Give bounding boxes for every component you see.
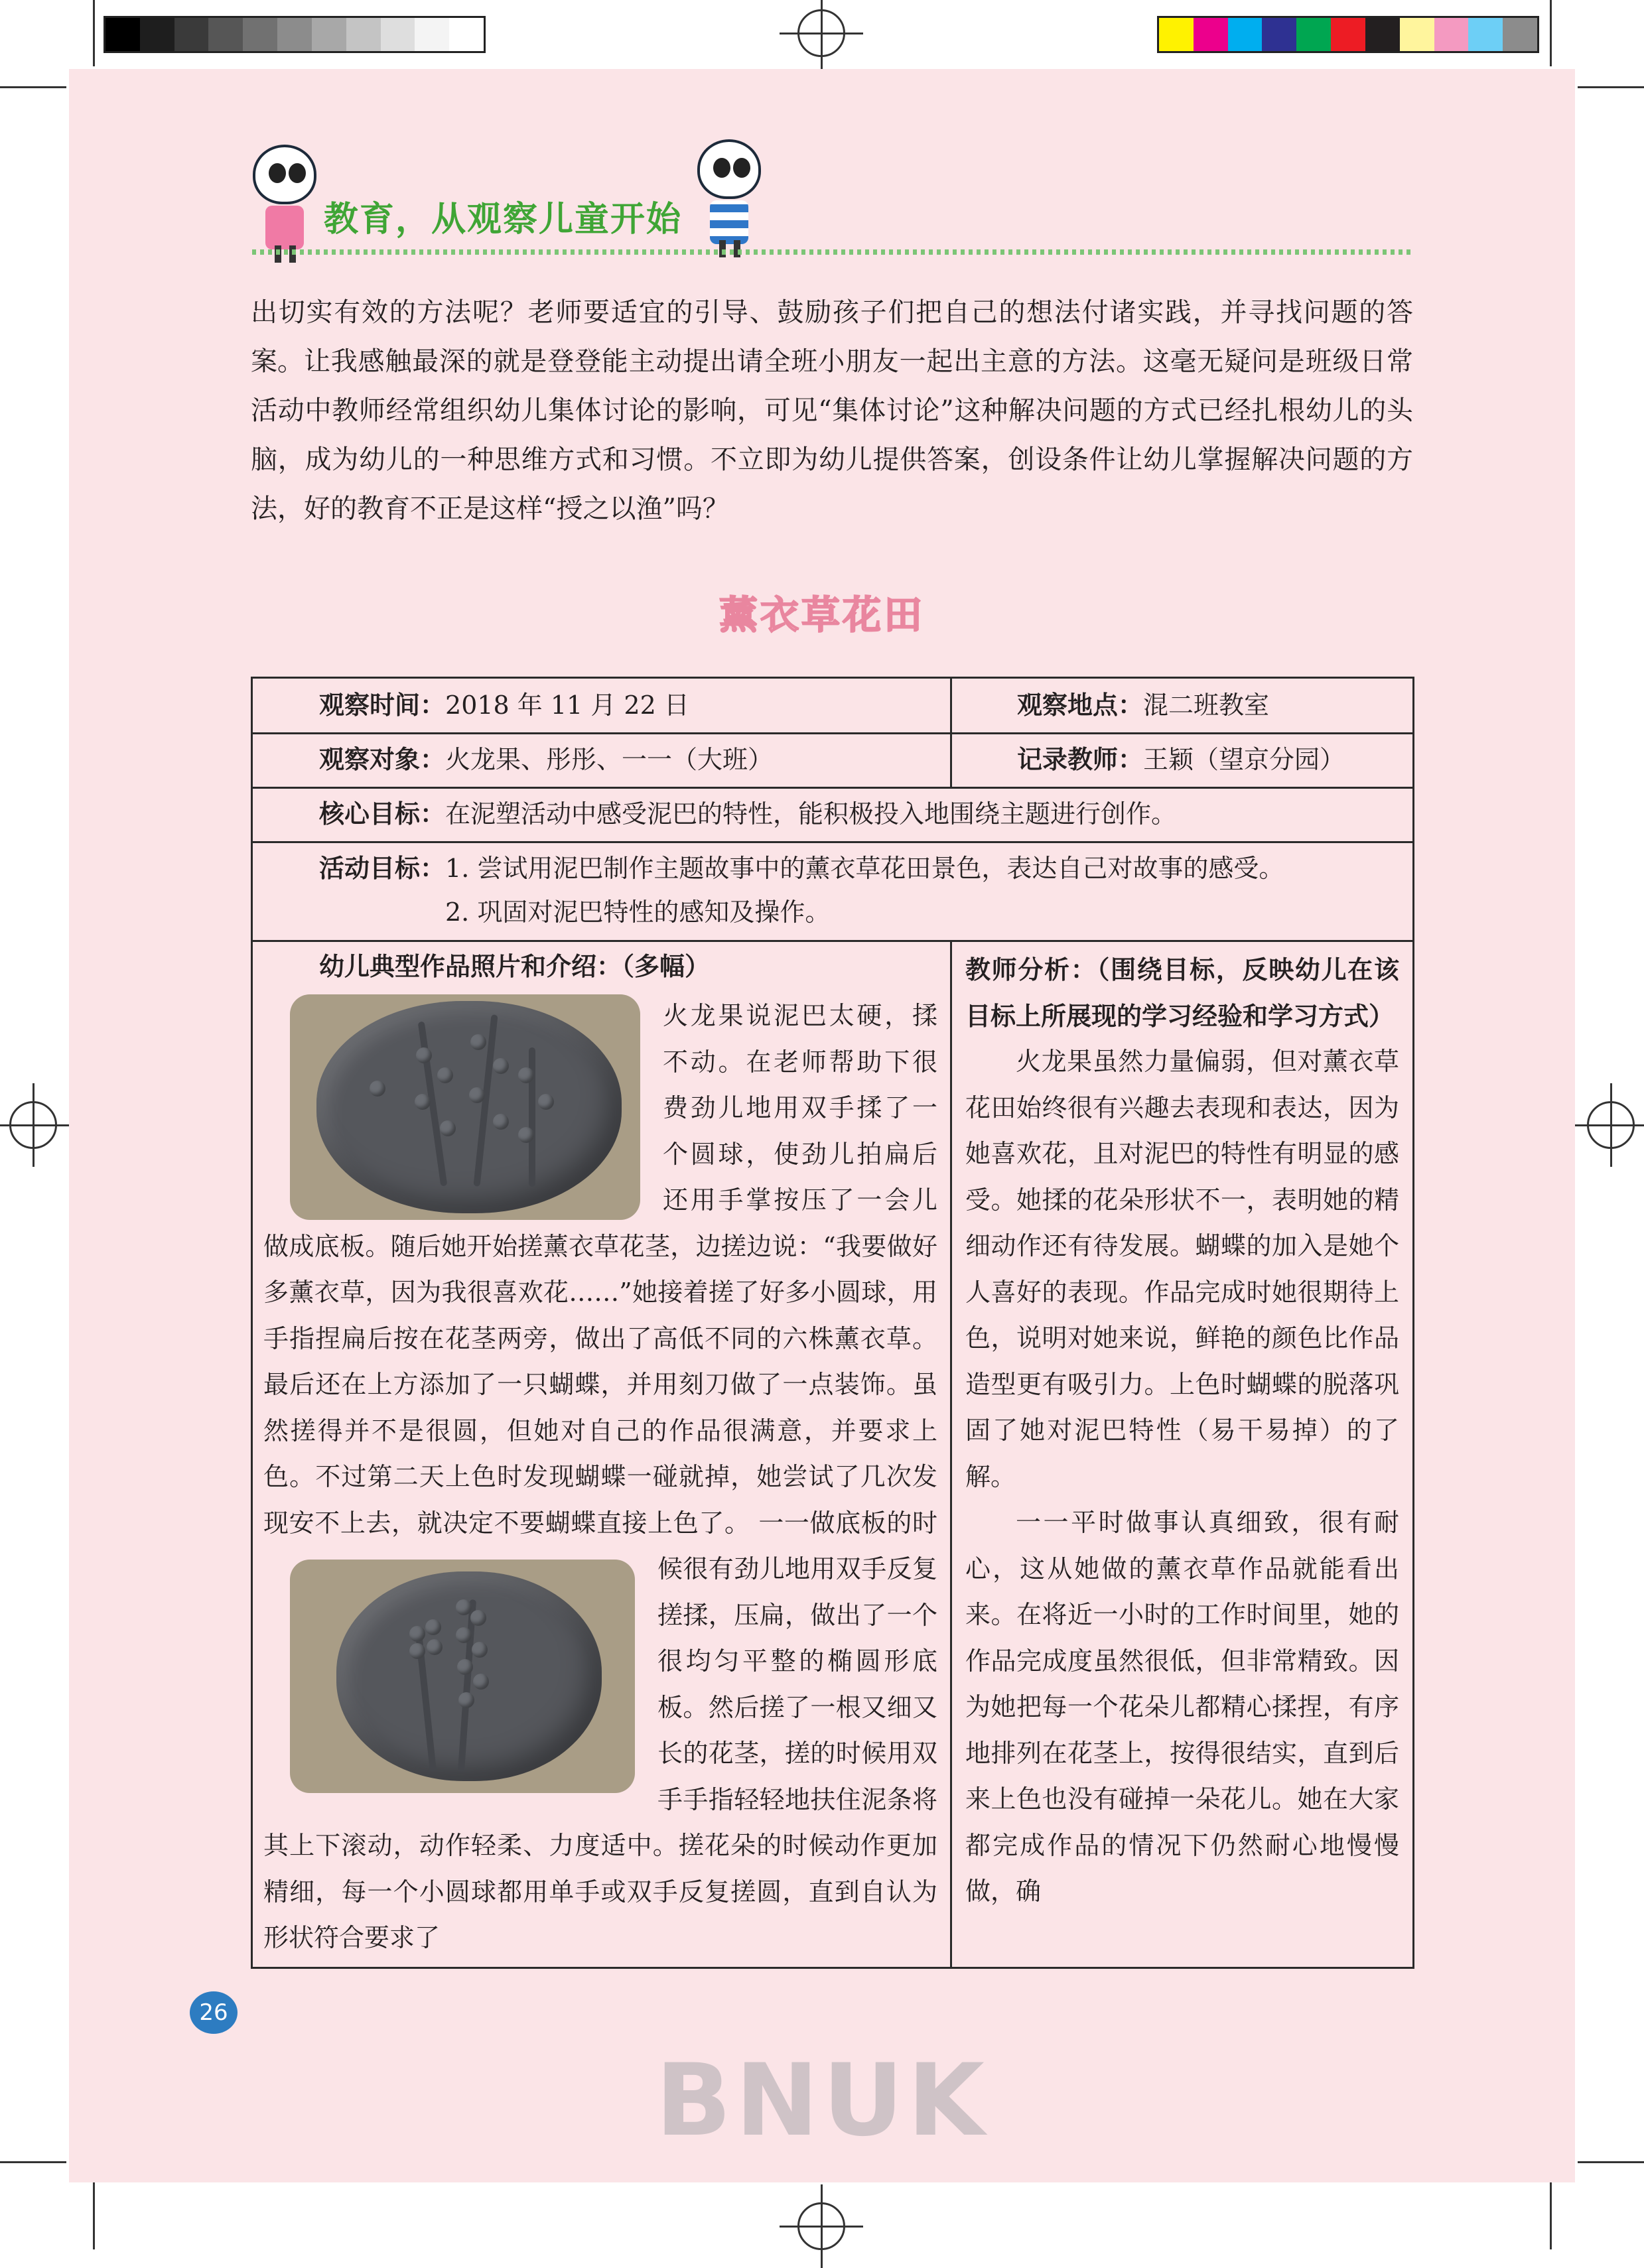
work-2-description: 一一做底板的时候很有劲儿地用双手反复搓揉，压扁，做出了一个很均匀平整的椭圆形底板。然后搓了一根又细又长的花茎，搓的时候用双手手指轻轻地扶住泥条将其上下滚动，动作轻柔、力度适中。搓花朵的时候动作更加精细，每一个小圆球都用单手或双手反复搓圆，直到自认为形状符合要求了 (263, 1508, 937, 1952)
observation-time: 观察时间：2018 年 11 月 22 日 (319, 690, 689, 720)
header-divider (252, 249, 1413, 255)
trim-mark (93, 0, 95, 66)
activity-goal-2: 2. 巩固对泥巴特性的感知及操作。 (445, 898, 831, 927)
trim-mark (1578, 86, 1644, 88)
works-heading: 幼儿典型作品照片和介绍：（多幅） (319, 951, 711, 981)
registration-mark-left (9, 1101, 57, 1149)
trim-mark (93, 2182, 95, 2249)
trim-mark (1578, 2161, 1644, 2163)
analysis-paragraph-1: 火龙果虽然力量偏弱，但对薰衣草花田始终很有兴趣去表现和表达，因为她喜欢花，且对泥巴的特性有明显的感受。她揉的花朵形状不一，表明她的精细动作还有待发展。蝴蝶的加入是她个人喜好的表现。作品完成时她很期待上色，说明对她来说，鲜艳的颜色比作品造型更有吸引力。上色时蝴蝶的脱落巩固了她对泥巴特性（易干易掉）的了解。 (965, 1047, 1399, 1491)
body-paragraph: 出切实有效的方法呢？老师要适宜的引导、鼓励孩子们把自己的想法付诸实践，并寻找问题的答案。 (251, 297, 1413, 377)
analysis-heading: 教师分析：（围绕目标，反映幼儿在该目标上所展现的学习经验和学习方式） (965, 955, 1399, 1031)
header-title: 教育，从观察儿童开始 (324, 200, 683, 239)
registration-mark-top (797, 9, 845, 57)
teacher-analysis-column (965, 947, 1399, 1915)
analysis-paragraph-2: 一一平时做事认真细致，很有耐心，这从她做的薰衣草作品就能看出来。在将近一小时的工作时间里，她的作品完成度虽然很低，但非常精致。因为她把每一个花朵儿都精心揉捏，有序地排列在花茎上，按得很结实，直到后来上色也没有碰掉一朵花儿。她在大家都完成作品的情况下仍然耐心地慢慢做，确 (965, 1508, 1399, 1906)
section-title: 薰衣草花田 (719, 592, 925, 637)
mascot-boy-icon (681, 139, 780, 259)
registration-mark-bottom (797, 2202, 845, 2250)
work-description-column (263, 993, 937, 1962)
trim-mark (0, 86, 66, 88)
trim-mark (0, 2161, 66, 2163)
watermark: BNUK (655, 2043, 989, 2159)
recording-teacher: 记录教师：王颖（望京分园） (1017, 744, 1345, 774)
core-goal: 核心目标：在泥塑活动中感受泥巴的特性，能积极投入地围绕主题进行创作。 (319, 799, 1177, 829)
grayscale-calibration-bar (103, 16, 486, 53)
registration-mark-right (1587, 1101, 1635, 1149)
observation-subjects: 观察对象：火龙果、彤彤、一一（大班） (319, 744, 774, 774)
trim-mark (1550, 0, 1552, 66)
observation-table (251, 677, 1414, 1969)
activity-goal: 活动目标：1. 尝试用泥巴制作主题故事中的薰衣草花田景色，表达自己对故事的感受。 (319, 853, 1284, 883)
photo-work-1 (290, 994, 640, 1220)
page-header (236, 145, 1417, 264)
observation-place: 观察地点：混二班教室 (1017, 690, 1270, 720)
page-number: 26 (190, 1991, 238, 2034)
body-paragraph: 让我感触最深的就是登登能主动提出请全班小朋友一起出主意的方法。这毫无疑问是班级日常活动中教师经常组织幼儿集体讨论的影响，可见“集体讨论”这种解决问题的方式已经扎根幼儿的头脑，成为幼儿的一种思维方式和习惯。不立即为幼儿提供答案，创设条件让幼儿掌握解决问题的方法，好的教育不正是这样“授之以渔”吗？ (251, 346, 1413, 524)
mascot-girl-icon (236, 145, 336, 264)
color-calibration-bar (1157, 16, 1539, 53)
work-1-description: 火龙果说泥巴太硬，揉不动。在老师帮助下很费劲儿地用双手揉了一个圆球，使劲儿拍扁后还用手掌按压了一会儿做成底板。随后她开始搓薰衣草花茎，边搓边说：“我要做好多薰衣草，因为我很喜欢花……”她接着搓了好多小圆球，用手指捏扁后按在花茎两旁，做出了高低不同的六株薰衣草。最后还在上方添加了一只蝴蝶，并用刻刀做了一点装饰。虽然搓得并不是很圆，但她对自己的作品很满意，并要求上色。不过第二天上色时发现蝴蝶一碰就掉，她尝试了几次发现安不上去，就决定不要蝴蝶直接上色了。 (263, 1001, 937, 1538)
photo-work-2 (290, 1560, 635, 1793)
trim-mark (1550, 2182, 1552, 2249)
